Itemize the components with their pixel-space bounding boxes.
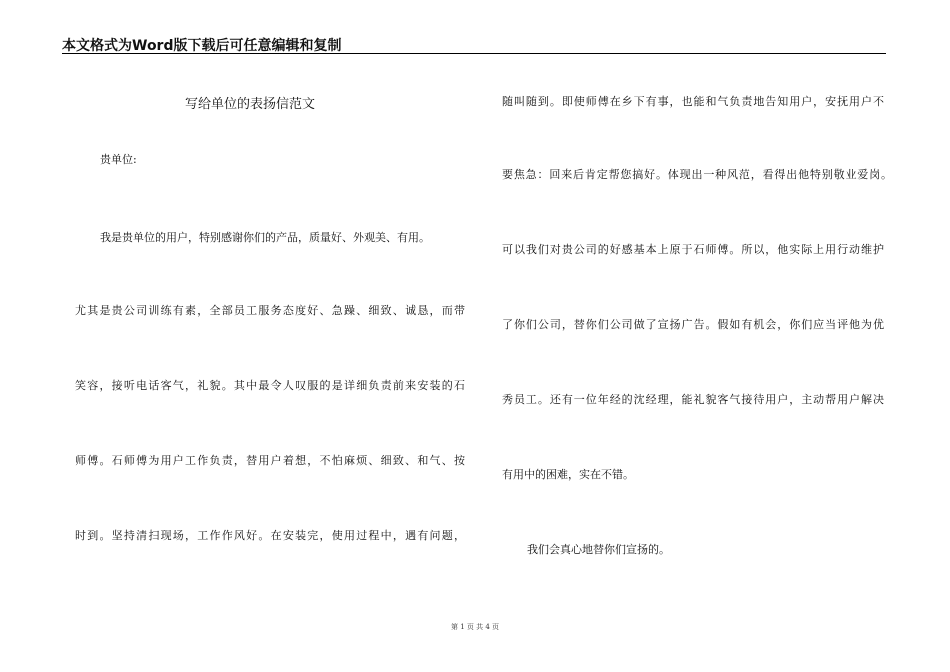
paragraph-line: 笑容，接听电话客气，礼貌。其中最令人叹服的是详细负责前来安装的石 (75, 379, 465, 392)
paragraph-line: 尤其是贵公司训练有素，全部员工服务态度好、急躁、细致、诚恳，而带 (75, 304, 465, 317)
paragraph-line: 可以我们对贵公司的好感基本上原于石师傅。所以，他实际上用行动维护 (502, 243, 884, 256)
paragraph-line: 秀员工。还有一位年经的沈经理，能礼貌客气接待用户，主动帮用户解决 (502, 393, 884, 406)
paragraph-line: 时到。坚持清扫现场，工作作风好。在安装完，使用过程中，遇有问题， (75, 529, 465, 542)
paragraph-line: 了你们公司，替你们公司做了宣扬广告。假如有机会，你们应当评他为优 (502, 318, 884, 331)
paragraph-line: 随叫随到。即使师傅在乡下有事，也能和气负责地告知用户，安抚用户不 (502, 95, 884, 108)
paragraph-line: 有用中的困难，实在不错。 (502, 468, 634, 481)
header-notice: 本文格式为Word版下载后可任意编辑和复制 (62, 38, 342, 54)
closing-line: 我们会真心地替你们宣扬的。 (527, 543, 670, 556)
paragraph-line: 师傅。石师傅为用户工作负责，替用户着想，不怕麻烦、细致、和气、按 (75, 454, 465, 467)
document-title: 写给单位的表扬信范文 (185, 97, 316, 112)
salutation: 贵单位: (100, 153, 137, 166)
header-rule (62, 53, 886, 54)
paragraph-line: 我是贵单位的用户，特别感谢你们的产品，质量好、外观美、有用。 (100, 231, 430, 244)
page-number: 第 1 页 共 4 页 (450, 623, 500, 631)
paragraph-line: 要焦急：回来后肯定帮您搞好。体现出一种风范，看得出他特别敬业爱岗。 (502, 168, 892, 181)
